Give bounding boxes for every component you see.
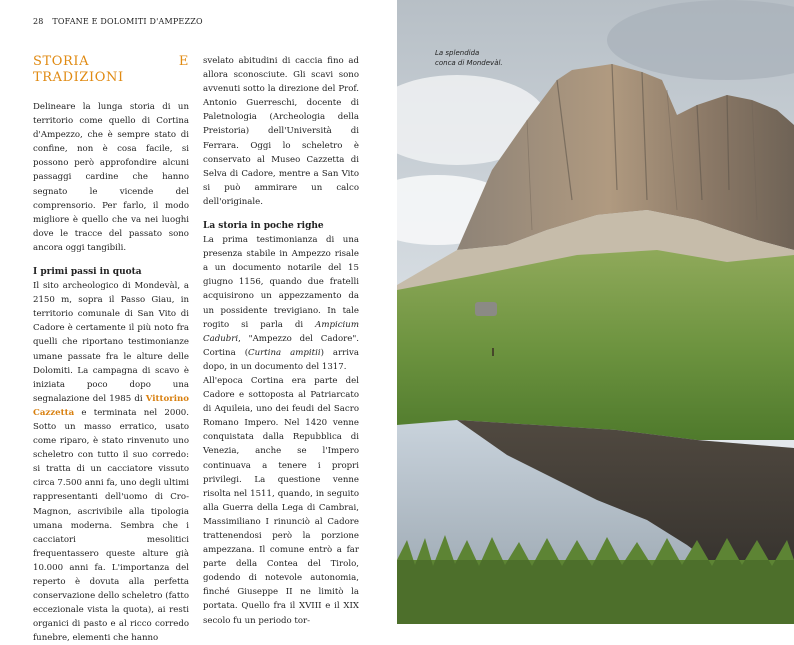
text-column-2 [203, 54, 359, 628]
right-page-photo [397, 0, 794, 624]
page-number: 28 [33, 17, 44, 26]
excavation-paragraph: svelato abitudini di caccia fino ad allora sconosciute. Gli scavi sono avvenuti sotto la direzione del Prof. Antonio Guerreschi, docente di Paletnologia (Archeologia della Preistoria) dell'Università di Ferrara. Oggi lo scheletro è conservato al Museo Cazzetta di Selva di Cadore, mentre a San Vito si può ammirare un calco dell'originale. [203, 56, 359, 207]
left-page [0, 0, 397, 644]
photo-caption: La splendida conca di Mondevàl. [435, 49, 503, 67]
running-header [33, 17, 203, 26]
intro-paragraph: Delineare la lunga storia di un territorio come quello di Cortina d'Ampezzo, che è sempre stato di confine, non è cosa facile, si possono però approfondire alcuni passaggi cardine che hanno segnato le vicende del comprensorio. Per farlo, il modo migliore è quello che va nei luoghi dove le tracce del passato sono ancora oggi tangibili. [33, 102, 189, 253]
subheading-primi-passi: I primi passi in quota [33, 267, 142, 278]
history-paragraph-2: All'epoca Cortina era parte del Cadore e sottoposta al Patriarcato di Aquileia, uno dei feudi del Sacro Romano Impero. Nel 1420 venne conquistata dalla Repubblica di Venezia, anche se l'Impero continuava a tenere i propri privilegi. La questione venne risolta nel 1511, quando, in seguito alla Guerra della Lega di Cambrai, Massimiliano I rinunciò al Cadore trattenendosi però la porzione ampezzana. Il comune entrò a far parte della Contea del Tirolo, godendo di notevole autonomia, finché Giuseppe II ne limitò la portata. Quello fra il XVIII e il XIX secolo fu un periodo tor- [203, 375, 359, 626]
highlighted-name-link[interactable]: Vittorino Cazzetta [33, 393, 189, 418]
section-title: STORIA E TRADIZIONI [33, 54, 189, 85]
running-title: TOFANE E DOLOMITI D'AMPEZZO [52, 17, 203, 26]
foreground-grass [397, 560, 794, 624]
mondeval-landscape-photo [397, 0, 794, 624]
text-column-1 [33, 54, 189, 645]
mondeval-paragraph: Il sito archeologico di Mondevàl, a 2150 m, sopra il Passo Giau, in territorio comunale di San Vito di Cadore è certamente il più noto fra quelli che riportano testimonianze umane passate fra le alture delle Dolomiti. La campagna di scavo è iniziata poco dopo una segnalazione del 1985 di Vittorino Cazzetta e terminata nel 2000. Sotto un masso erratico, usato come riparo, è stato rinvenuto uno scheletro con tutto il suo corredo: si tratta di un cacciatore vissuto circa 7.500 anni fa, uno degli ultimi rappresentanti dell'uomo di Cro-Magnon, ascrivibile alla tipologia umana moderna. Sembra che i cacciatori mesolitici frequentassero queste alture già 10.000 anni fa. L'importanza del reperto è dovuta alla perfetta conservazione dello scheletro (fatto eccezionale vista la quota), ai resti organici di pasto e al ricco corredo funebre, elementi che hanno [33, 281, 189, 644]
subheading-storia: La storia in poche righe [203, 221, 324, 232]
erratic-boulder [475, 302, 497, 316]
history-paragraph-1: La prima testimonianza di una presenza stabile in Ampezzo risale a un documento notarile del 15 giugno 1156, quando due fratelli acquisirono un appezzamento da un possidente trevigiano. In tale rogito si parla di Ampicium Cadubri, "Ampezzo del Cadore". Cortina (Curtina ampitii) arriva dopo, in un documento del 1317. [203, 235, 359, 372]
